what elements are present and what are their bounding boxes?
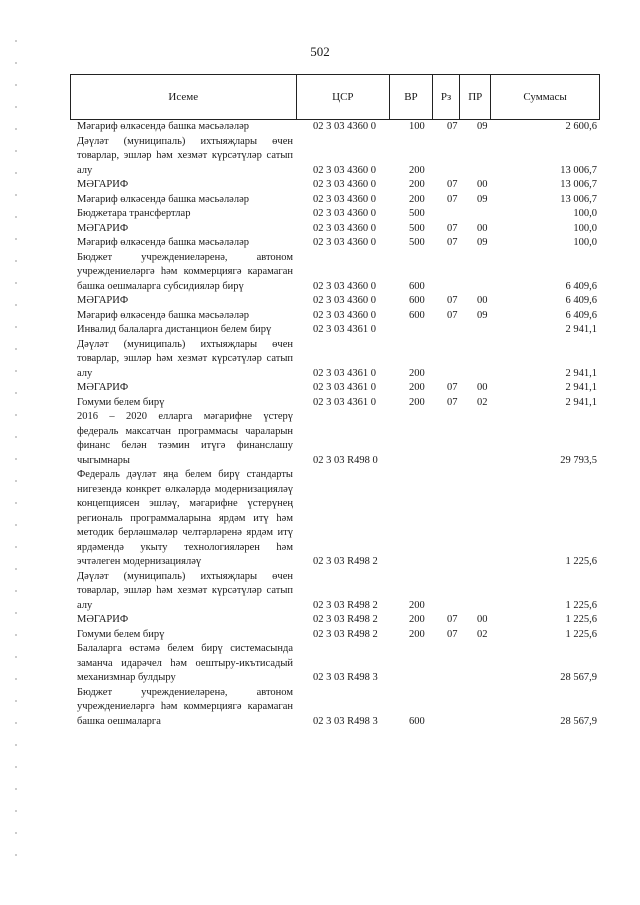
row-name: Бюджетара трансфертлар	[77, 208, 191, 219]
row-pr-code: 00	[477, 614, 488, 625]
table-row	[77, 396, 597, 411]
row-csr-code: 02 3 03 4360 0	[313, 193, 376, 205]
row-csr-code: 02 3 03 4360 0	[313, 309, 376, 321]
row-csr-code: 02 3 03 4360 0	[313, 164, 376, 176]
row-sum: 2 941,1	[565, 324, 597, 335]
row-vr-code: 200	[409, 628, 425, 640]
row-pr-code: 02	[477, 628, 488, 640]
row-sum: 2 941,1	[565, 396, 597, 408]
row-vr-code: 200	[409, 193, 425, 205]
row-name: Дәүләт (муниципаль) ихтыяҗлары өчен товарлар, эшләр һәм хезмәт күрсәтүләр сатып алу	[77, 135, 293, 176]
table-row	[77, 251, 597, 295]
page-number: 502	[310, 44, 330, 59]
row-csr-code: 02 3 03 R498 2	[313, 599, 378, 611]
row-name: 2016 – 2020 елларга мәгарифне үстерү федераль максатчан программасы чараларын финанс белән тәэмин итүгә финанслашу чыгымнары	[77, 411, 293, 466]
header-pr: ПР	[460, 75, 491, 120]
table-row	[77, 381, 597, 396]
row-name: Мәгариф өлкәсендә башка мәсьәләләр	[77, 309, 249, 321]
table-row	[77, 613, 597, 628]
row-name: Гомуми белем бирү	[77, 628, 165, 640]
row-rz-code: 07	[447, 179, 458, 190]
table-row	[77, 178, 597, 193]
header-sum: Суммасы	[491, 75, 600, 120]
table-row	[77, 236, 597, 251]
table-row	[77, 468, 597, 570]
row-vr-code: 100	[409, 121, 425, 132]
row-csr-code: 02 3 03 4361 0	[313, 382, 376, 393]
budget-rows	[77, 120, 597, 729]
header-row	[71, 75, 600, 120]
row-name: МӘГАРИФ	[77, 222, 129, 234]
row-name: МӘГАРИФ	[77, 295, 129, 306]
row-csr-code: 02 3 03 R498 3	[313, 672, 378, 683]
row-name: МӘГАРИФ	[77, 614, 129, 625]
row-rz-code: 07	[447, 396, 458, 408]
row-sum: 2 941,1	[565, 382, 597, 393]
row-csr-code: 02 3 03 4361 0	[313, 396, 376, 408]
row-sum: 28 567,9	[560, 672, 597, 683]
row-vr-code: 600	[409, 715, 425, 727]
row-sum: 100,0	[573, 222, 597, 234]
header-vr: ВР	[390, 75, 432, 120]
row-name: Мәгариф өлкәсендә башка мәсьәләләр	[77, 121, 249, 132]
row-pr-code: 09	[477, 309, 488, 321]
row-pr-code: 00	[477, 295, 488, 306]
row-csr-code: 02 3 03 R498 2	[313, 614, 378, 625]
row-csr-code: 02 3 03 4361 0	[313, 324, 376, 335]
row-name: Мәгариф өлкәсендә башка мәсьәләләр	[77, 237, 249, 248]
row-name: Федераль дәүләт яңа белем бирү стандарты нигезендә конкрет өлкәләрдә модернизацияләү концепциясен эшләү, мәгарифне үстерүнең региональ программаларына ярдәм итү һәм методик берләшмәләр челтәрләренә ярдәм итү ярдәмендә укыту технологияләрен һәм эчтәлеген модернизацияләү	[77, 469, 293, 567]
row-rz-code: 07	[447, 382, 458, 393]
row-name: Мәгариф өлкәсендә башка мәсьәләләр	[77, 193, 249, 205]
row-vr-code: 600	[409, 309, 425, 321]
row-rz-code: 07	[447, 193, 458, 205]
row-rz-code: 07	[447, 237, 458, 248]
table-row	[77, 323, 597, 338]
table-row	[77, 570, 597, 614]
row-vr-code: 200	[409, 164, 425, 176]
row-sum: 1 225,6	[565, 556, 597, 567]
row-vr-code: 200	[409, 367, 425, 379]
row-name: Дәүләт (муниципаль) ихтыяҗлары өчен товарлар, эшләр һәм хезмәт күрсәтүләр сатып алу	[77, 570, 293, 611]
row-pr-code: 00	[477, 179, 488, 190]
row-name: Балаларга өстәмә белем бирү системасында заманча идарәчел һәм оештыру-икътисадый механизмнар булдыру	[77, 643, 293, 683]
row-sum: 28 567,9	[560, 715, 597, 727]
row-csr-code: 02 3 03 4361 0	[313, 367, 376, 379]
row-vr-code: 200	[409, 179, 425, 190]
row-vr-code: 600	[409, 295, 425, 306]
row-rz-code: 07	[447, 628, 458, 640]
margin-scan-marks	[14, 30, 18, 870]
row-csr-code: 02 3 03 R498 3	[313, 715, 378, 727]
row-rz-code: 07	[447, 309, 458, 321]
row-sum: 13 006,7	[560, 193, 597, 205]
row-csr-code: 02 3 03 R498 2	[313, 556, 378, 567]
row-rz-code: 07	[447, 295, 458, 306]
table-row	[77, 193, 597, 208]
row-sum: 1 225,6	[565, 614, 597, 625]
table-header	[70, 74, 600, 120]
table-row	[77, 207, 597, 222]
table-row	[77, 642, 597, 686]
row-vr-code: 200	[409, 614, 425, 625]
table-row	[77, 686, 597, 730]
row-csr-code: 02 3 03 4360 0	[313, 222, 376, 234]
row-sum: 100,0	[573, 208, 597, 219]
row-pr-code: 09	[477, 193, 488, 205]
row-name: Гомуми белем бирү	[77, 396, 165, 408]
row-name: Бюджет учреждениеләренә, автоном учреждениеләргә һәм коммерциягә карамаган башка оешмаларга субсидияләр бирү	[77, 251, 293, 292]
row-vr-code: 600	[409, 280, 425, 292]
row-csr-code: 02 3 03 4360 0	[313, 208, 376, 219]
table-row	[77, 222, 597, 237]
row-csr-code: 02 3 03 R498 0	[313, 454, 378, 466]
row-sum: 1 225,6	[565, 628, 597, 640]
header-name: Исеме	[71, 75, 297, 120]
table-row	[77, 338, 597, 382]
row-sum: 2 600,6	[565, 121, 597, 132]
row-name: Инвалид балаларга дистанцион белем бирү	[77, 324, 272, 335]
row-name: Бюджет учреждениеләренә, автоном учреждениеләргә һәм коммерциягә карамаган башка оешмаларга	[77, 686, 293, 727]
row-name: МӘГАРИФ	[77, 179, 129, 190]
row-sum: 1 225,6	[565, 599, 597, 611]
row-sum: 100,0	[573, 237, 597, 248]
row-name: Дәүләт (муниципаль) ихтыяҗлары өчен товарлар, эшләр һәм хезмәт күрсәтүләр сатып алу	[77, 338, 293, 379]
row-vr-code: 200	[409, 599, 425, 611]
row-name: МӘГАРИФ	[77, 382, 129, 393]
row-csr-code: 02 3 03 4360 0	[313, 237, 376, 248]
row-pr-code: 00	[477, 382, 488, 393]
row-pr-code: 02	[477, 396, 488, 408]
row-rz-code: 07	[447, 614, 458, 625]
table-row	[77, 628, 597, 643]
row-sum: 6 409,6	[565, 280, 597, 292]
row-pr-code: 00	[477, 222, 488, 234]
row-csr-code: 02 3 03 R498 2	[313, 628, 378, 640]
table-row	[77, 135, 597, 179]
row-csr-code: 02 3 03 4360 0	[313, 121, 376, 132]
table-row	[77, 410, 597, 468]
row-vr-code: 200	[409, 396, 425, 408]
row-sum: 29 793,5	[560, 454, 597, 466]
row-vr-code: 500	[409, 237, 425, 248]
row-sum: 13 006,7	[560, 164, 597, 176]
row-csr-code: 02 3 03 4360 0	[313, 295, 376, 306]
row-vr-code: 500	[409, 222, 425, 234]
row-csr-code: 02 3 03 4360 0	[313, 179, 376, 190]
table-row	[77, 309, 597, 324]
header-csr: ЦСР	[296, 75, 390, 120]
row-rz-code: 07	[447, 121, 458, 132]
table-row	[77, 294, 597, 309]
row-sum: 6 409,6	[565, 309, 597, 321]
table-row	[77, 120, 597, 135]
row-sum: 6 409,6	[565, 295, 597, 306]
row-pr-code: 09	[477, 121, 488, 132]
row-sum: 13 006,7	[560, 179, 597, 190]
row-vr-code: 500	[409, 208, 425, 219]
row-csr-code: 02 3 03 4360 0	[313, 280, 376, 292]
row-sum: 2 941,1	[565, 367, 597, 379]
row-rz-code: 07	[447, 222, 458, 234]
header-rz: Рз	[432, 75, 460, 120]
row-pr-code: 09	[477, 237, 488, 248]
row-vr-code: 200	[409, 382, 425, 393]
